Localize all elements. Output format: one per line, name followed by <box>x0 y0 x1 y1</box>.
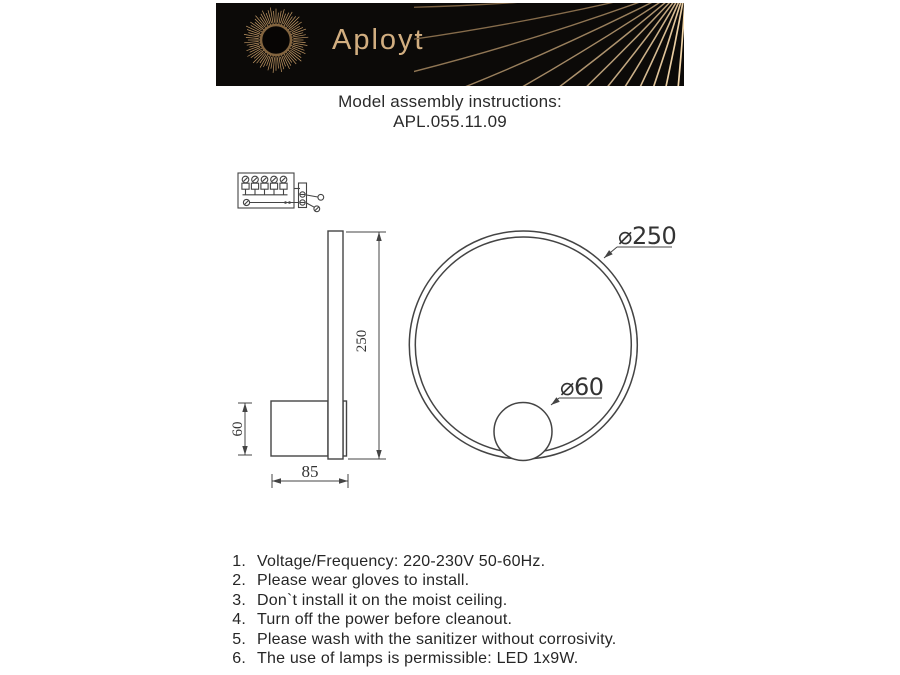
list-item-number: 2. <box>232 572 246 590</box>
dim-label-ball-diameter: ⌀60 <box>560 373 604 401</box>
list-item-number: 1. <box>232 553 246 570</box>
terminal-block-diagram <box>238 173 324 212</box>
list-item-text: Please wash with the sanitizer without corrosivity. <box>257 630 617 648</box>
brand-name: Aployt <box>332 24 425 56</box>
list-item-number: 5. <box>232 630 246 648</box>
model-number: APL.055.11.09 <box>393 112 507 131</box>
lamp-front-view <box>409 231 637 461</box>
list-item <box>228 649 616 668</box>
ring-bar-side <box>328 231 343 459</box>
list-item <box>228 571 616 590</box>
list-item-number: 3. <box>232 591 246 609</box>
list-item-text: Voltage/Frequency: 220-230V 50-60Hz. <box>257 553 546 570</box>
banner-rays-decoration <box>414 3 684 86</box>
list-item-text: Please wear gloves to install. <box>257 572 470 590</box>
page-title: Model assembly instructions: <box>338 92 562 111</box>
list-item-text: The use of lamps is permissible: LED 1x9W. <box>257 650 579 668</box>
dim-label-base-height: 60 <box>230 421 246 437</box>
dim-label-base-width: 85 <box>301 462 319 481</box>
list-item-text: Turn off the power before cleanout. <box>257 611 513 629</box>
instructions-list <box>228 552 616 668</box>
terminal-screws <box>242 176 287 189</box>
list-item <box>228 591 616 610</box>
brand-banner <box>216 3 684 86</box>
ball-lamp-circle <box>494 403 552 461</box>
list-item-number: 6. <box>232 650 246 668</box>
list-item <box>228 610 616 629</box>
technical-drawing <box>220 158 700 508</box>
list-item-text: Don`t install it on the moist ceiling. <box>257 591 508 609</box>
sunburst-logo-icon <box>238 3 314 78</box>
dim-label-height: 250 <box>354 329 370 353</box>
wall-base-side <box>271 401 328 456</box>
list-item-number: 4. <box>232 611 246 629</box>
list-item <box>228 630 616 649</box>
list-item <box>228 552 616 571</box>
dim-label-ring-diameter: ⌀250 <box>618 222 677 250</box>
lamp-side-view <box>271 231 347 459</box>
